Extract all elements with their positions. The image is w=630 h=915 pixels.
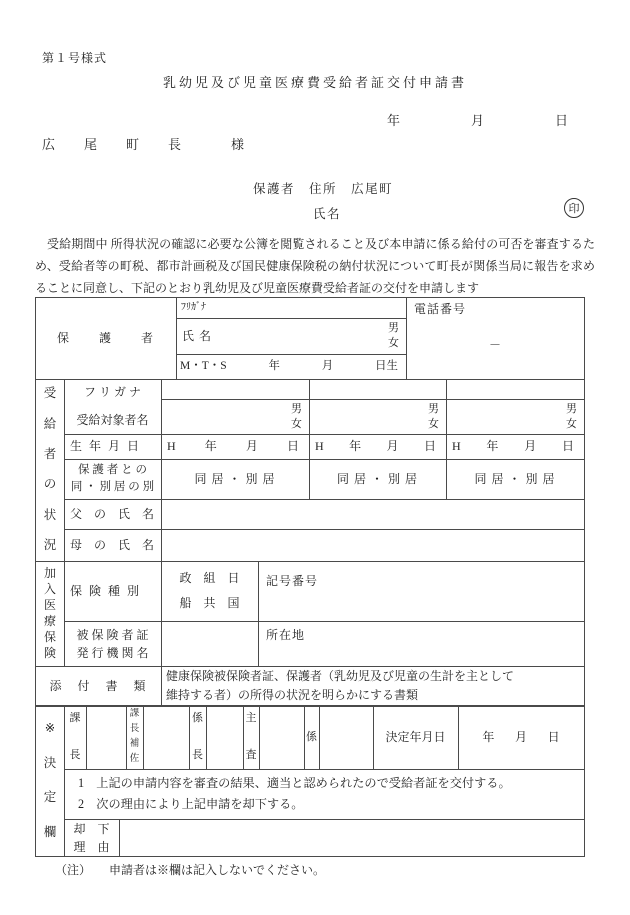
guardian-sex-options: [361, 318, 406, 354]
recipient1-living-options: 同 居 ・ 別 居: [194, 471, 276, 486]
guardian-birth-month-label: 月: [321, 360, 334, 373]
guardian-sex-male: 男: [388, 322, 399, 335]
insurance-section-label: 加 入 医 療 保 険: [43, 565, 56, 661]
recipient1-sex-options: 男 女: [291, 402, 302, 430]
recipient2-living-options: 同 居 ・ 別 居: [336, 471, 418, 486]
father-name-label: 父 の 氏 名: [70, 506, 155, 521]
applicant-address-value: 広尾町: [351, 182, 394, 196]
approver-kakaricho-label: 係 長: [192, 712, 203, 762]
applicant-role-label: 保護者: [253, 182, 296, 196]
recipient-section-label: 受 給 者 の 状 況: [43, 386, 57, 552]
attachments-value: 健康保険被保険者証、保護者（乳幼児及び児童の生計を主として 維持する者）の所得の状況を明らかにする書類: [166, 669, 515, 702]
guardian-birth-year-label: 年: [268, 360, 280, 373]
recipient2-sex-options: 男 女: [428, 402, 439, 430]
rejection-reason-label: 却 下 理 由: [73, 821, 110, 854]
recipient-name-label: 受給対象者名: [76, 412, 149, 427]
recipient-furigana-label: フ リ ガ ナ: [83, 385, 141, 400]
guardian-phone-value: －: [488, 337, 501, 352]
decision-statement-2: 2 次の理由により上記申請を却下する。: [78, 797, 304, 811]
guardian-furigana-label: ﾌﾘｶﾞﾅ: [181, 301, 206, 313]
applicant-address-label: 住所: [309, 182, 338, 196]
asterisk-mark: ※: [44, 721, 56, 736]
footnote: （注） 申請者は※欄は記入しないでください。: [55, 863, 326, 877]
approver-shusa-label: 主 査: [245, 712, 257, 762]
recipient3-living-options: 同 居 ・ 別 居: [474, 471, 556, 486]
insurance-symbol-label: 記号番号: [266, 573, 319, 588]
recipient3-sex-options: 男 女: [566, 402, 577, 430]
insurance-location-label: 所在地: [266, 627, 306, 642]
guardian-birth-day-label: 日生: [375, 360, 398, 373]
guardian-birthdate-row: [176, 354, 406, 379]
decision-statement-1: 1 上記の申請内容を審査の結果、適当と認められたので受給者証を交付する。: [78, 776, 511, 791]
guardian-label: 保 護 者: [56, 331, 155, 345]
guardian-sex-female: 女: [388, 337, 399, 349]
recipient-living-label: 保 護 者 と の 同 ・ 別 居 の 別: [70, 464, 155, 493]
recipient1-birth-row: H 年 月 日: [167, 439, 299, 453]
decision-statements: [64, 769, 584, 819]
applicant-name-label: 氏名: [313, 207, 342, 221]
application-date-line: 年 月 日: [386, 113, 597, 128]
insurance-type-label: 保 険 種 別: [70, 583, 142, 598]
mother-name-label: 母 の 氏 名: [70, 537, 155, 552]
recipient2-birth-row: H 年 月 日: [315, 439, 436, 453]
addressee-line: 広 尾 町 長 様: [42, 137, 253, 152]
decision-date-label: 決定年月日: [385, 730, 446, 744]
form-number: 第１号様式: [42, 51, 108, 65]
seal-mark: 印: [564, 198, 584, 218]
guardian-phone-label: 電話番号: [414, 301, 467, 316]
approver-kachohosa-label: 課 長 補 佐: [129, 709, 140, 765]
application-table: [35, 297, 585, 857]
guardian-era-options: M・T・S: [180, 360, 227, 373]
form-title: 乳幼児及び児童医療費受給者証交付申請書: [162, 75, 467, 90]
attachments-label: 添 付 書 類: [49, 678, 148, 693]
insurance-issuer-label: 被 保 険 者 証 発 行 機 関 名: [76, 627, 149, 660]
decision-date-value-row: 年 月 日: [482, 730, 560, 744]
approver-kacho-label: 課 長: [69, 712, 81, 762]
approver-kakari-label: 係: [306, 730, 317, 743]
insurance-type-options: 政 組 日 船 共 国: [179, 570, 240, 610]
decision-section-label: ※ 決 定 欄: [43, 721, 57, 839]
declaration-paragraph: 受給期間中 所得状況の確認に必要な公簿を閲覧されること及び本申請に係る給付の可否を審査するため、受給者等の町税、都市計画税及び国民健康保険税の納付状況について町長が関係当局に報告を求めることに同意し、下記のとおり乳幼児及び児童医療費受給者証の交付を申請します: [35, 237, 595, 295]
applicant-line: [253, 179, 393, 197]
recipient3-birth-row: H 年 月 日: [452, 439, 574, 453]
recipient-name-label-cell: [64, 379, 161, 434]
guardian-name-label: 氏 名: [182, 328, 213, 343]
recipient-birth-label: 生 年 月 日: [70, 439, 142, 453]
